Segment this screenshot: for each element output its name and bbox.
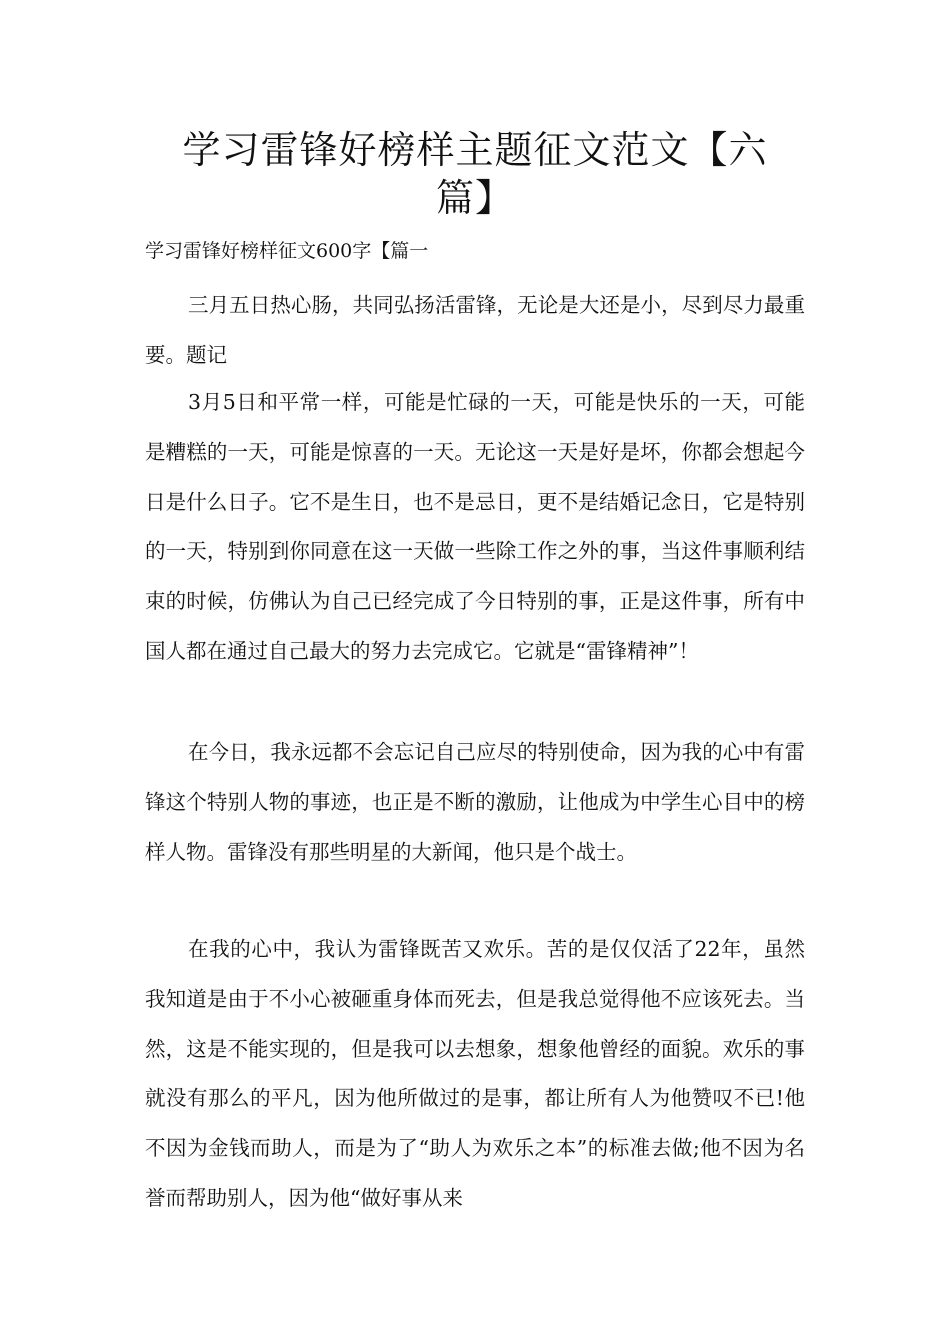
paragraph-1: 三月五日热心肠，共同弘扬活雷锋，无论是大还是小，尽到尽力最重要。题记 [145, 293, 805, 367]
paragraph-4: 在我的心中，我认为雷锋既苦又欢乐。苦的是仅仅活了22年，虽然我知道是由于不小心被砸重身体而死去，但是我总觉得他不应该死去。当然，这是不能实现的，但是我可以去想象，想象他曾经的面貌。欢乐的事就没有那么的平凡，因为他所做过的是事，都让所有人为他赞叹不已!他不因为金钱而助人，而是为了“助人为欢乐之本”的标准去做;他不因为名誉而帮助别人，因为他“做好事从来 [145, 937, 805, 1210]
document-title: 学习雷锋好榜样主题征文范文【六篇】 [182, 128, 768, 220]
paragraph-3: 在今日，我永远都不会忘记自己应尽的特别使命，因为我的心中有雷锋这个特别人物的事迹，也正是不断的激励，让他成为中学生心目中的榜样人物。雷锋没有那些明星的大新闻，他只是个战士。 [145, 740, 805, 864]
paragraph-2: 3月5日和平常一样，可能是忙碌的一天，可能是快乐的一天，可能是糟糕的一天，可能是惊喜的一天。无论这一天是好是坏，你都会想起今日是什么日子。它不是生日，也不是忌日，更不是结婚记念日，它是特别的一天，特别到你同意在这一天做一些除工作之外的事，当这件事顺利结束的时候，仿佛认为自己已经完成了今日特别的事，正是这件事，所有中国人都在通过自己最大的努力去完成它。它就是“雷锋精神”！ [145, 390, 805, 663]
document-subtitle: 学习雷锋好榜样征文600字【篇一 [145, 240, 429, 262]
